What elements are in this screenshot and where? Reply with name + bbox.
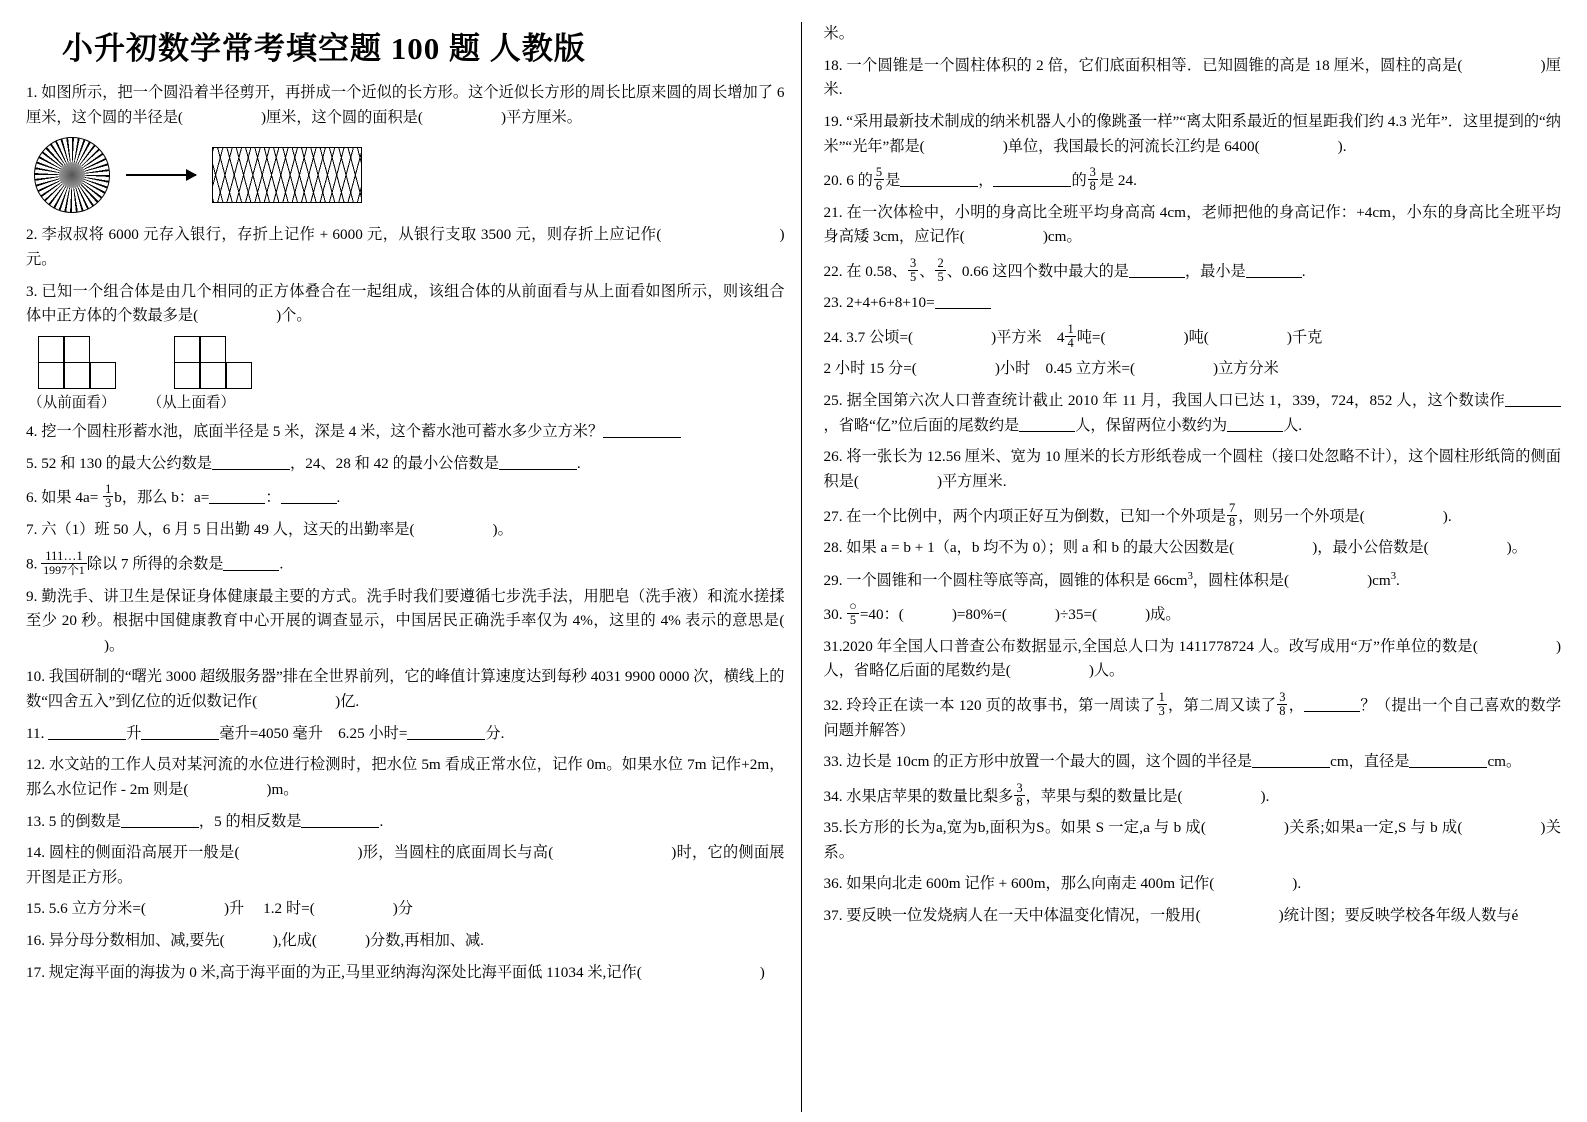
front-view-shape bbox=[38, 337, 116, 389]
answer-blank[interactable] bbox=[407, 724, 485, 740]
answer-blank[interactable] bbox=[301, 811, 379, 827]
question-item: 22. 在 0.58、 $\frac{3}{5}$ 、 $\frac{2}{5}$ 、0.66 这四个数中最大的是 ，最小是 . bbox=[823, 255, 1306, 284]
question-number: 32. bbox=[823, 696, 843, 714]
question-item: 28. 如果 a = b + 1（a，b 均不为 0）；则 a 和 b 的最大公因数是( )，最小公倍数是( )。 bbox=[823, 539, 1527, 556]
question-item: 5. 52 和 130 的最大公约数是 ，24、28 和 42 的最小公倍数是 . bbox=[26, 454, 581, 472]
question-item: 21. 在一次体检中，小明的身高比全班平均身高高 4cm，老师把他的身高记作：+4cm，小东的身高比全班平均身高矮 3cm，应记作( )cm。 bbox=[823, 203, 1561, 246]
answer-blank[interactable] bbox=[935, 293, 991, 309]
question-number: 27. bbox=[823, 507, 843, 525]
question-item: 4. 挖一个圆柱形蓄水池，底面半径是 5 米，深是 4 米，这个蓄水池可蓄水多少立方米？ bbox=[26, 420, 785, 445]
question-number: 34. bbox=[823, 787, 843, 805]
answer-blank[interactable] bbox=[141, 724, 219, 740]
question-number: 26. bbox=[823, 448, 843, 466]
question-number: 30. bbox=[823, 606, 843, 624]
grid-cell bbox=[200, 336, 227, 363]
question-item: 35.长方形的长为a,宽为b,面积为S。如果 S 一定,a 与 b 成( )关系;如果a一定,S 与 b 成( )关系。 bbox=[823, 819, 1561, 861]
answer-blank[interactable] bbox=[1019, 415, 1075, 431]
question-item: 26. 将一张长为 12.56 厘米、宽为 10 厘米的长方形纸卷成一个圆柱（接口处忽略不计），这个圆柱形纸筒的侧面积是( )平方厘米. bbox=[823, 448, 1561, 490]
question-number: 7. bbox=[26, 520, 38, 538]
grid-cell-empty bbox=[90, 336, 117, 363]
circle-sector-fan-icon bbox=[34, 137, 110, 213]
question-item: 2. 李叔叔将 6000 元存入银行，存折上记作 + 6000 元，从银行支取 3500 元，则存折上应记作( )元。 bbox=[26, 226, 785, 269]
answer-blank[interactable] bbox=[1409, 752, 1487, 768]
question-item: 15. 5.6 立方分米=( )升 1.2 时=( )分 bbox=[26, 900, 414, 918]
answer-blank[interactable] bbox=[48, 724, 126, 740]
question-item: 24. 3.7 公顷=( )平方米 4 $\frac{1}{4}$ 吨=( )吨( )千克 bbox=[823, 321, 1323, 351]
answer-blank[interactable] bbox=[1246, 262, 1302, 278]
question-number: 5. bbox=[26, 454, 38, 472]
question-number: 29. bbox=[823, 571, 843, 589]
question-number: 17. bbox=[26, 963, 45, 981]
fraction-three-eighths: $\frac{3}{8}$ bbox=[1016, 780, 1023, 809]
question-item: 19. “采用最新技术制成的纳米机器人小的像跳蚤一样”“离太阳系最近的恒星距我们约 4.3 光年”．这里提到的“纳米”“光年”都是( )单位，我国最长的河流长江约是 6400( ). bbox=[823, 112, 1561, 155]
question-item: 10. 我国研制的“曙光 3000 超级服务器”排在全世界前列，它的峰值计算速度达到每秒 4031 9900 0000 次，横线上的数“四舍五入”到亿位的近似数记作( )亿. bbox=[26, 668, 785, 711]
question-item: 23. 2+4+6+8+10= bbox=[824, 291, 1562, 316]
question-number: 1. bbox=[26, 84, 38, 102]
fraction-seven-eighths: $\frac{7}{8}$ bbox=[1228, 500, 1236, 529]
grid-cell bbox=[200, 362, 227, 389]
approximate-rectangle-icon bbox=[212, 147, 362, 203]
fraction-one-third: $\frac{1}{3}$ bbox=[1158, 690, 1165, 719]
question-number: 21. bbox=[823, 203, 843, 221]
question-number: 23. bbox=[823, 294, 843, 312]
grid-cell bbox=[64, 362, 91, 389]
question-item: 25. 据全国第六次人口普查统计截止 2010 年 11 月，我国人口已达 1，339，724，852 人，这个数读作，省略“亿”位后面的尾数约是 人，保留两位小数约为 人. bbox=[824, 389, 1562, 438]
grid-cell bbox=[38, 362, 65, 389]
top-view-label: （从上面看） bbox=[147, 394, 236, 411]
question-item: 17. 规定海平面的海拔为 0 米,高于海平面的为正,马里亚纳海沟深处比海平面低 11034 米,记作( ) bbox=[26, 963, 765, 981]
fraction-one-fourth: $\frac{1}{4}$ bbox=[1067, 321, 1074, 351]
answer-blank[interactable] bbox=[993, 171, 1071, 187]
fraction-three-fifths: $\frac{3}{5}$ bbox=[910, 255, 917, 284]
question-item: 3. 已知一个组合体是由几个相同的正方体叠合在一起组成，该组合体的从前面看与从上面看如图所示，则该组合体中正方体的个数最多是( )个。 bbox=[26, 282, 785, 325]
answer-blank[interactable] bbox=[209, 488, 265, 504]
grid-cell bbox=[174, 362, 201, 389]
question-number: 8. bbox=[26, 555, 38, 573]
answer-blank[interactable] bbox=[499, 453, 577, 469]
question-item: 18. 一个圆锥是一个圆柱体积的 2 倍，它们底面积相等．已知圆锥的高是 18 厘米，圆柱的高是( )厘米. bbox=[823, 56, 1561, 99]
fraction-five-sixths: $\frac{5}{6}$ bbox=[875, 165, 883, 194]
question-item: 20. 6 的 $\frac{5}{6}$ 是 ， 的 $\frac{3}{8}$ 是 24. bbox=[823, 165, 1137, 194]
grid-cell bbox=[64, 336, 91, 363]
answer-blank[interactable] bbox=[281, 488, 337, 504]
question-item: 29. 一个圆锥和一个圆柱等底等高，圆锥的体积是 $66cm^3$，圆柱体积是( )$cm^3$. bbox=[823, 570, 1400, 589]
answer-blank[interactable] bbox=[1252, 752, 1330, 768]
question-number: 4. bbox=[26, 422, 38, 440]
answer-blank[interactable] bbox=[900, 171, 978, 187]
question-item: 32. 玲玲正在读一本 120 页的故事书，第一周读了 $\frac{1}{3}$ ，第二周又读了 $\frac{3}{8}$ ， ？（提出一个自己喜欢的数学问题并解答） bbox=[823, 690, 1562, 739]
question-item: 8. $\frac{111\dots 1}{\text{1997个1}}$ 除以 7 所得的余数是 . bbox=[26, 548, 284, 578]
question-item: 12. 水文站的工作人员对某河流的水位进行检测时，把水位 5m 看成正常水位，记作 0m。如果水位 7m 记作+2m，那么水位记作 - 2m 则是( )m。 bbox=[26, 756, 785, 798]
question-item: 27. 在一个比例中，两个内项正好互为倒数，已知一个外项是 $\frac{7}{8}$ ，则另一个外项是( ). bbox=[823, 500, 1452, 529]
question-number: 2. bbox=[26, 226, 38, 244]
question-number: 18. bbox=[823, 56, 843, 74]
question-number: 36. bbox=[823, 875, 843, 893]
right-column bbox=[802, 22, 1562, 1112]
question-item: 13. 5 的倒数是 ，5 的相反数是 . bbox=[26, 812, 384, 830]
fraction-three-eighths: $\frac{3}{8}$ bbox=[1089, 165, 1096, 194]
question-number: 3. bbox=[26, 282, 38, 300]
top-view-shape bbox=[174, 337, 252, 389]
question-item: 6. 如果 4a= $\frac{1}{3}$ b，那么 b：a= ： . bbox=[26, 482, 341, 511]
fraction-three-eighths: $\frac{3}{8}$ bbox=[1279, 690, 1286, 719]
question-number: 14. bbox=[26, 844, 45, 862]
grid-cell bbox=[174, 336, 201, 363]
question-number: 25. bbox=[823, 392, 843, 410]
fraction-one-third: $\frac{1}{3}$ bbox=[105, 482, 112, 511]
question-item: 2 小时 15 分=( )小时 0.45 立方米=( )立方分米 bbox=[823, 360, 1279, 378]
question-number: 37. bbox=[823, 907, 843, 925]
fraction-two-fifths: $\frac{2}{5}$ bbox=[937, 255, 944, 284]
grid-cell bbox=[90, 362, 117, 389]
question-item: 1. 如图所示，把一个圆沿着半径剪开，再拼成一个近似的长方形。这个近似长方形的周长比原来圆的周长增加了 6 厘米，这个圆的半径是( )厘米，这个圆的面积是( )平方厘米。 bbox=[26, 84, 785, 126]
question-item: 7. 六（1）班 50 人，6 月 5 日出勤 49 人，这天的出勤率是( )。 bbox=[26, 520, 513, 538]
answer-blank[interactable] bbox=[603, 422, 681, 438]
question-number: 6. bbox=[26, 489, 38, 507]
question-item: 34. 水果店苹果的数量比梨多 $\frac{3}{8}$ ，苹果与梨的数量比是( ). bbox=[823, 780, 1270, 809]
question-number: 33. bbox=[823, 753, 843, 771]
answer-blank[interactable] bbox=[223, 554, 279, 570]
answer-blank[interactable] bbox=[121, 811, 199, 827]
left-column bbox=[26, 22, 801, 1112]
answer-blank[interactable] bbox=[1227, 415, 1283, 431]
question-number: 31. bbox=[823, 637, 843, 655]
figure-circle-to-rectangle bbox=[34, 137, 785, 213]
question-item: 30. $\frac{○}{5}$ =40：( )=80%=( )÷35=( )成。 bbox=[823, 599, 1181, 628]
right-arrow-icon bbox=[126, 174, 196, 176]
grid-cell bbox=[226, 362, 253, 389]
question-item: 36. 如果向北走 600m 记作 + 600m，那么向南走 400m 记作( ). bbox=[823, 875, 1302, 893]
question-number: 11. bbox=[26, 724, 45, 742]
page-title: 小升初数学常考填空题 100 题 人教版 bbox=[62, 31, 586, 66]
figure-view-labels bbox=[28, 391, 785, 412]
question-number: 20. bbox=[823, 171, 843, 189]
answer-blank[interactable] bbox=[1505, 391, 1561, 407]
question-number: 28. bbox=[823, 539, 843, 556]
front-view-label: （从前面看） bbox=[28, 394, 116, 411]
answer-blank[interactable] bbox=[212, 453, 290, 469]
question-item: 9. 勤洗手、讲卫生是保证身体健康最主要的方式。洗手时我们要遵循七步洗手法，用肥皂（洗手液）和流水搓揉至少 20 秒。根据中国健康教育中心开展的调查显示，中国居民正确洗手率仅为 4%，这里的 4% 表示的意思是()。 bbox=[26, 587, 785, 654]
question-number: 24. bbox=[823, 328, 843, 346]
question-number: 35. bbox=[823, 819, 843, 837]
question-item: 33. 边长是 10cm 的正方形中放置一个最大的圆，这个圆的半径是 cm，直径是 cm。 bbox=[823, 753, 1522, 771]
grid-cell bbox=[38, 336, 65, 363]
question-item: 37. 要反映一位发烧病人在一天中体温变化情况，一般用( )统计图；要反映学校各年级人数与é bbox=[823, 907, 1519, 925]
figure-views bbox=[38, 337, 785, 389]
question-number: 16. bbox=[26, 932, 45, 950]
answer-blank[interactable] bbox=[1129, 262, 1185, 278]
question-item: 16. 异分母分数相加、减,要先( ),化成( )分数,再相加、减. bbox=[26, 932, 484, 950]
question-number: 22. bbox=[823, 262, 843, 280]
answer-blank[interactable] bbox=[1304, 696, 1360, 712]
question-item: 11. 升 毫升=4050 毫升 6.25 小时= 分. bbox=[26, 724, 505, 742]
two-column-layout bbox=[26, 22, 1561, 1112]
question-number: 19. bbox=[823, 112, 843, 130]
question-item: 31.2020 年全国人口普查公布数据显示,全国总人口为 1411778724 人。改写成用“万”作单位的数是( )人，省略亿后面的尾数约是( )人。 bbox=[823, 637, 1561, 680]
question-number: 12. bbox=[26, 756, 45, 774]
question-item: 14. 圆柱的侧面沿高展开一般是( )形，当圆柱的底面周长与高( )时，它的侧面展开图是正方形。 bbox=[26, 844, 785, 886]
fraction-circle-over-five: $\frac{○}{5}$ bbox=[849, 599, 857, 628]
grid-cell-empty bbox=[226, 336, 253, 363]
question-number: 13. bbox=[26, 812, 45, 830]
question-number: 10. bbox=[26, 668, 45, 686]
repeating-ones-notation: $\frac{111\dots 1}{\text{1997个1}}$ bbox=[43, 548, 85, 578]
question-number: 9. bbox=[26, 587, 38, 605]
question-number: 15. bbox=[26, 900, 45, 918]
question-continuation: 米。 bbox=[823, 25, 854, 42]
